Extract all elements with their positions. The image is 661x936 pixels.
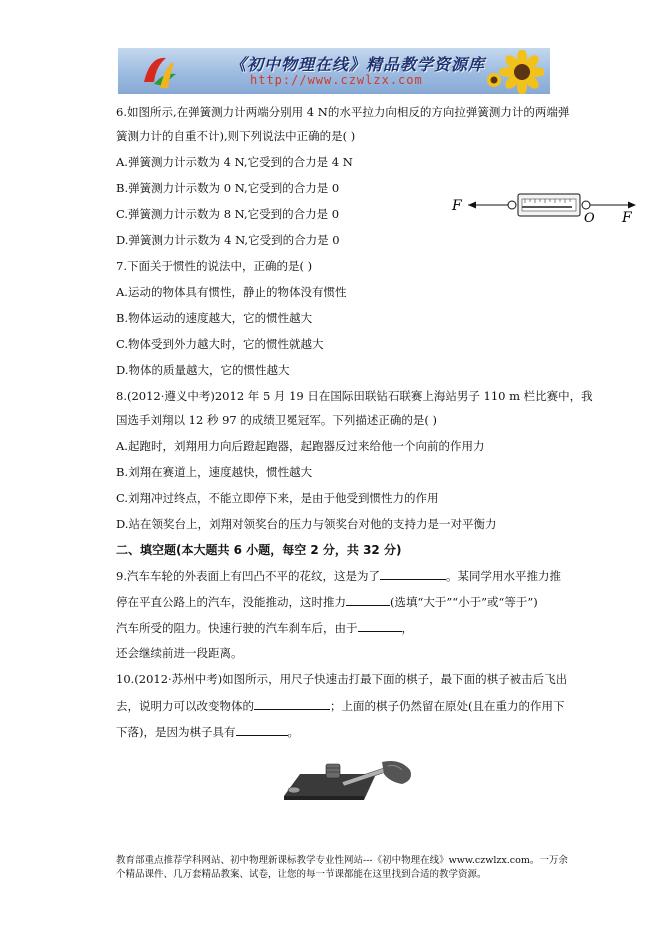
force-label-left: F: [452, 198, 462, 214]
q9-line1-text-a: 9.汽车车轮的外表面上有凹凸不平的花纹，这是为了: [116, 569, 380, 583]
q8-option-a: A.起跑时，刘翔用力向后蹬起跑器，起跑器反过来给他一个向前的作用力: [116, 439, 485, 453]
q8-option-b: B.刘翔在赛道上，速度越快，惯性越大: [116, 465, 313, 479]
q8-option-d: D.站在领奖台上，刘翔对领奖台的压力与领奖台对他的支持力是一对平衡力: [116, 517, 497, 531]
banner-url[interactable]: http://www.czwlzx.com: [250, 73, 423, 87]
q9-line2: [116, 593, 538, 610]
q9-blank-3[interactable]: [358, 619, 402, 632]
q7-option-c: C.物体受到外力越大时，它的惯性就越大: [116, 337, 324, 351]
q8-option-c: C.刘翔冲过终点，不能立即停下来，是由于他受到惯性力的作用: [116, 491, 439, 505]
q6-option-c: C.弹簧测力计示数为 8 N,它受到的合力是 0: [116, 207, 340, 221]
q10-line2-text-a: 去，说明力可以改变物体的: [116, 699, 254, 713]
q10-line3: [116, 723, 299, 740]
q10-line3-text-b: 。: [287, 725, 299, 739]
q6-option-b: B.弹簧测力计示数为 0 N,它受到的合力是 0: [116, 181, 340, 195]
site-logo-icon: [140, 52, 180, 90]
q9-line2-text-a: 停在平直公路上的汽车，没能推动，这时推力: [116, 595, 346, 609]
section-heading: 二、填空题(本大题共 6 小题，每空 2 分，共 32 分): [116, 543, 402, 557]
q10-line3-text-a: 下落)，是因为棋子具有: [116, 725, 236, 739]
q7-stem: 7.下面关于惯性的说法中，正确的是( ): [116, 259, 313, 273]
q8-stem-line1: 8.(2012·遵义中考)2012 年 5 月 19 日在国际田联钻石联赛上海站男子 110 m 栏比赛中，我: [116, 389, 593, 403]
q6-stem-line1: 6.如图所示,在弹簧测力计两端分别用 4 N的水平拉力向相反的方向拉弹簧测力计的两端弹: [116, 105, 570, 119]
q6-stem-line2: 簧测力计的自重不计),则下列说法中正确的是( ): [116, 129, 356, 143]
q9-line4: 还会继续前进一段距离。: [116, 646, 243, 660]
q8-stem-line2: 国选手刘翔以 12 秒 97 的成绩卫冕冠军。下列描述正确的是( ): [116, 413, 438, 427]
q9-line3: [116, 619, 413, 636]
q9-line3-text-a: 汽车所受的阻力。快速行驶的汽车刹车后，由于: [116, 621, 358, 635]
footer-line1: 教育部重点推荐学科网站、初中物理新课标教学专业性网站---《初中物理在线》www.czwlzx.com。一万余: [116, 855, 568, 866]
banner-title: 《初中物理在线》精品教学资源库: [230, 55, 486, 74]
header-banner: [118, 48, 550, 94]
origin-label: O: [584, 211, 595, 224]
q9-blank-1[interactable]: [380, 567, 446, 580]
q9-line1: [116, 567, 561, 584]
q10-line2: [116, 697, 564, 714]
chess-pieces-figure: [278, 760, 418, 804]
sunflower-icon: [482, 50, 544, 94]
spring-scale-figure: [450, 186, 640, 224]
q7-option-d: D.物体的质量越大，它的惯性越大: [116, 363, 290, 377]
q6-option-a: A.弹簧测力计示数为 4 N,它受到的合力是 4 N: [116, 155, 353, 169]
q9-line1-text-b: 。某同学用水平推力推: [445, 569, 561, 583]
q9-line3-text-b: ，: [401, 621, 413, 635]
q9-blank-2[interactable]: [346, 593, 390, 606]
q10-line1: 10.(2012·苏州中考)如图所示，用尺子快速击打最下面的棋子，最下面的棋子被击后飞出: [116, 672, 568, 686]
force-label-right: F: [622, 210, 632, 224]
q9-line2-text-b: (选填“大于”“小于”或“等于”): [390, 595, 538, 609]
q10-blank-1[interactable]: [254, 697, 330, 710]
q7-option-a: A.运动的物体具有惯性，静止的物体没有惯性: [116, 285, 347, 299]
q10-blank-2[interactable]: [236, 723, 288, 736]
q6-option-d: D.弹簧测力计示数为 4 N,它受到的合力是 0: [116, 233, 340, 247]
q10-line2-text-b: ；上面的棋子仍然留在原处(且在重力的作用下: [330, 699, 565, 713]
footer-line2: 个精品课件、几万套精品教案、试卷，让您的每一节课都能在这里找到合适的教学资源。: [116, 869, 487, 880]
q7-option-b: B.物体运动的速度越大，它的惯性越大: [116, 311, 313, 325]
